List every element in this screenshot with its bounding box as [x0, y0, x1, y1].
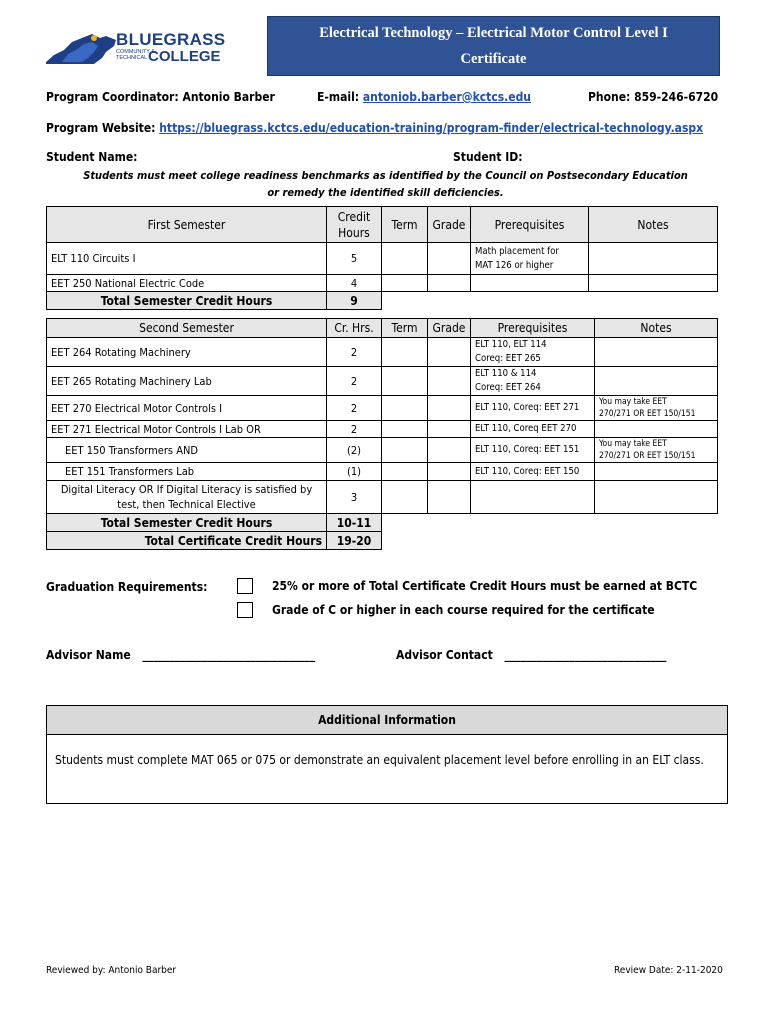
- requirement-1-text: 25% or more of Total Certificate Credit Hours must be earned at BCTC: [272, 579, 698, 593]
- first-semester-table: [46, 206, 718, 310]
- header-grade: Grade: [428, 319, 471, 338]
- second-semester-table: [46, 318, 718, 550]
- header-course: First Semester: [47, 207, 327, 243]
- notes-cell: [595, 481, 718, 514]
- course-name: EET 270 Electrical Motor Controls I: [47, 396, 327, 421]
- term-cell[interactable]: [382, 421, 428, 438]
- credit-hours: (2): [327, 438, 382, 463]
- table-header-row: [47, 207, 718, 243]
- prerequisites: [471, 275, 589, 292]
- reviewed-by: Reviewed by: Antonio Barber: [46, 965, 177, 976]
- grade-cell[interactable]: [428, 481, 471, 514]
- header-credit-hours: Credit Hours: [327, 207, 382, 243]
- credit-hours: (1): [327, 463, 382, 481]
- term-cell[interactable]: [382, 243, 428, 275]
- total-row: [47, 292, 718, 310]
- certificate-total-label: Total Certificate Credit Hours: [47, 532, 327, 550]
- grade-cell[interactable]: [428, 275, 471, 292]
- prerequisites: ELT 110, Coreq: EET 271: [471, 396, 595, 421]
- grade-cell[interactable]: [428, 438, 471, 463]
- grade-cell[interactable]: [428, 463, 471, 481]
- notes-cell: [595, 463, 718, 481]
- grade-cell[interactable]: [428, 338, 471, 367]
- table-header-row: [47, 319, 718, 338]
- requirement-2-checkbox[interactable]: [237, 602, 253, 618]
- table-row: [47, 338, 718, 367]
- table-row: [47, 481, 718, 514]
- course-name: EET 250 National Electric Code: [47, 275, 327, 292]
- credit-hours: 2: [327, 338, 382, 367]
- credit-hours: 5: [327, 243, 382, 275]
- additional-information-title: Additional Information: [47, 706, 727, 735]
- prerequisites: Math placement for MAT 126 or higher: [471, 243, 589, 275]
- header-term: Term: [382, 207, 428, 243]
- prerequisites: ELT 110, Coreq: EET 150: [471, 463, 595, 481]
- graduation-label: Graduation Requirements:: [46, 580, 208, 594]
- readiness-line-2: or remedy the identified skill deficiencies.: [267, 186, 504, 199]
- course-name: EET 150 Transformers AND: [47, 438, 327, 463]
- email-row: [317, 90, 531, 104]
- advisor-name-label: Advisor Name: [46, 648, 131, 662]
- header-notes: Notes: [595, 319, 718, 338]
- readiness-line-1: Students must meet college readiness benchmarks as identified by the Council on Postsecondary Education: [83, 169, 688, 182]
- advisor-name-row: [46, 648, 315, 662]
- certificate-total-row: [47, 532, 718, 550]
- table-row: [47, 463, 718, 481]
- website-row: [46, 121, 703, 135]
- term-cell[interactable]: [382, 481, 428, 514]
- notes-cell: You may take EET 270/271 OR EET 150/151: [595, 396, 718, 421]
- additional-information-body: Students must complete MAT 065 or 075 or demonstrate an equivalent placement level before enrolling in an ELT class.: [55, 753, 704, 767]
- course-name: ELT 110 Circuits I: [47, 243, 327, 275]
- requirement-2-text: Grade of C or higher in each course required for the certificate: [272, 603, 655, 617]
- notes-cell: [589, 243, 718, 275]
- table-row: [47, 421, 718, 438]
- title-line-1: Electrical Technology – Electrical Motor Control Level I: [319, 25, 668, 41]
- term-cell[interactable]: [382, 275, 428, 292]
- credit-hours: 2: [327, 421, 382, 438]
- logo-word-college: COLLEGE: [148, 48, 221, 65]
- total-hours: 9: [327, 292, 382, 310]
- email-link[interactable]: antoniob.barber@kctcs.edu: [362, 90, 531, 104]
- total-hours: 10-11: [327, 514, 382, 532]
- kentucky-map-icon: [44, 28, 124, 74]
- logo-small-text: COMMUNITY & TECHNICAL: [116, 49, 156, 61]
- logo-word-bluegrass: BLUEGRASS: [116, 30, 226, 49]
- notes-cell: [595, 367, 718, 396]
- header-course: Second Semester: [47, 319, 327, 338]
- table-row: [47, 275, 718, 292]
- notes-cell: [595, 338, 718, 367]
- college-logo: [44, 24, 226, 70]
- title-line-2: Certificate: [460, 51, 527, 67]
- website-label: Program Website:: [46, 121, 156, 135]
- prerequisites: ELT 110, Coreq: EET 151: [471, 438, 595, 463]
- advisor-contact-row: [396, 648, 666, 662]
- course-name: EET 265 Rotating Machinery Lab: [47, 367, 327, 396]
- notes-cell: [589, 275, 718, 292]
- header-prerequisites: Prerequisites: [471, 319, 595, 338]
- prerequisites: ELT 110 & 114 Coreq: EET 264: [471, 367, 595, 396]
- grade-cell[interactable]: [428, 367, 471, 396]
- review-date: Review Date: 2-11-2020: [614, 965, 723, 976]
- student-name-label: Student Name:: [46, 150, 138, 164]
- website-link[interactable]: https://bluegrass.kctcs.edu/education-training/program-finder/electrical-technology.aspx: [159, 121, 704, 135]
- total-row: [47, 514, 718, 532]
- header-notes: Notes: [589, 207, 718, 243]
- table-row: [47, 367, 718, 396]
- term-cell[interactable]: [382, 396, 428, 421]
- term-cell[interactable]: [382, 338, 428, 367]
- additional-information-box: [46, 705, 728, 804]
- header-prerequisites: Prerequisites: [471, 207, 589, 243]
- notes-cell: You may take EET 270/271 OR EET 150/151: [595, 438, 718, 463]
- email-label: E-mail:: [317, 90, 360, 104]
- student-id-label: Student ID:: [453, 150, 523, 164]
- readiness-note: [46, 167, 725, 201]
- prerequisites: ELT 110, Coreq EET 270: [471, 421, 595, 438]
- term-cell[interactable]: [382, 367, 428, 396]
- program-coordinator: Program Coordinator: Antonio Barber: [46, 90, 275, 104]
- advisor-name-field[interactable]: ________________________________: [142, 648, 316, 662]
- header-grade: Grade: [428, 207, 471, 243]
- requirement-1-checkbox[interactable]: [237, 578, 253, 594]
- credit-hours: 2: [327, 367, 382, 396]
- course-name: Digital Literacy OR If Digital Literacy is satisfied by test, then Technical Elective: [47, 481, 327, 514]
- header-credit-hours: Cr. Hrs.: [327, 319, 382, 338]
- advisor-contact-field[interactable]: ______________________________: [504, 648, 667, 662]
- header-term: Term: [382, 319, 428, 338]
- grade-cell[interactable]: [428, 396, 471, 421]
- table-row: [47, 243, 718, 275]
- credit-hours: 3: [327, 481, 382, 514]
- notes-cell: [595, 421, 718, 438]
- grade-cell[interactable]: [428, 243, 471, 275]
- credit-hours: 2: [327, 396, 382, 421]
- term-cell[interactable]: [382, 438, 428, 463]
- prerequisites: ELT 110, ELT 114 Coreq: EET 265: [471, 338, 595, 367]
- phone-number: Phone: 859-246-6720: [588, 90, 719, 104]
- certificate-total-hours: 19-20: [327, 532, 382, 550]
- advisor-contact-label: Advisor Contact: [396, 648, 493, 662]
- document-title: [267, 16, 720, 76]
- credit-hours: 4: [327, 275, 382, 292]
- term-cell[interactable]: [382, 463, 428, 481]
- course-name: EET 151 Transformers Lab: [47, 463, 327, 481]
- course-name: EET 271 Electrical Motor Controls I Lab OR: [47, 421, 327, 438]
- prerequisites: [471, 481, 595, 514]
- course-name: EET 264 Rotating Machinery: [47, 338, 327, 367]
- grade-cell[interactable]: [428, 421, 471, 438]
- table-row: [47, 396, 718, 421]
- table-row: [47, 438, 718, 463]
- total-label: Total Semester Credit Hours: [47, 514, 327, 532]
- total-label: Total Semester Credit Hours: [47, 292, 327, 310]
